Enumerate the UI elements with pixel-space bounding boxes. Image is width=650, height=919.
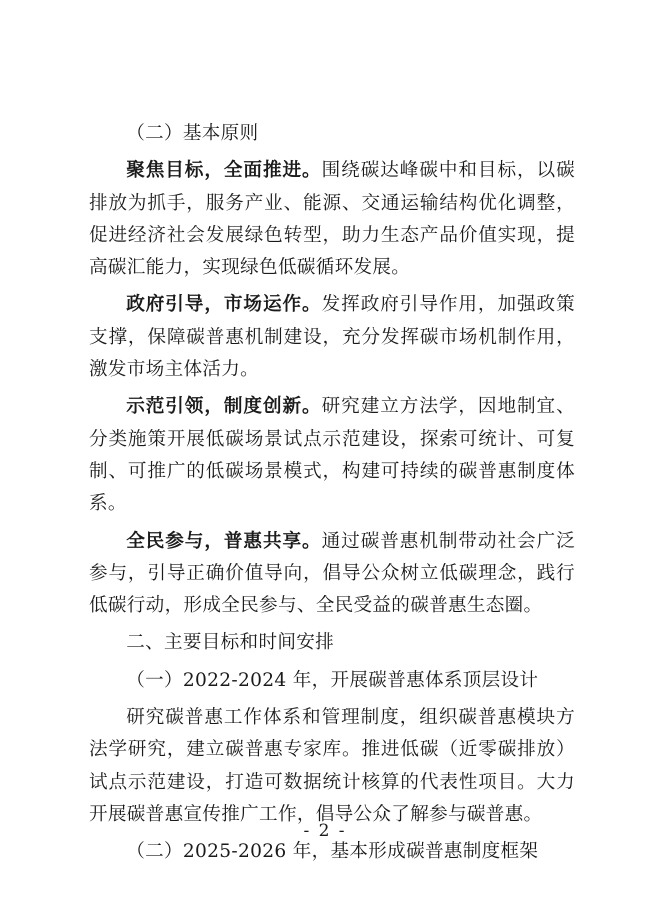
principle-text-1: 围绕碳达峰碳中和目标，以碳排放为抓手，服务产业、能源、交通运输结构优化调整，促进经济社会发展绿色转型，助力生态产品价值实现，提高碳汇能力，实现绿色低碳循环发展。 — [89, 160, 575, 279]
subsection-heading-2025-2026: （二）2025-2026 年，基本形成碳普惠制度框架 — [126, 841, 539, 863]
subsection-paragraph-2022-2024: 研究碳普惠工作体系和管理制度，组织碳普惠模块方法学研究，建立碳普惠专家库。推进低碳（近零碳排放）试点示范建设，打造可数据统计核算的代表性项目。大力开展碳普惠宣传推广工作，倡导公众了解参与碳普惠。 — [89, 707, 575, 825]
principle-lead-3: 示范引领，制度创新。 — [126, 396, 322, 418]
page-number: - 2 - — [303, 821, 347, 841]
principle-lead-1: 聚焦目标，全面推进。 — [126, 160, 322, 182]
subsection-heading-2022-2024: （一）2022-2024 年，开展碳普惠体系顶层设计 — [126, 669, 539, 691]
section-heading-targets: 二、主要目标和时间安排 — [126, 632, 335, 654]
principle-text-2: 发挥政府引导作用，加强政策支撑，保障碳普惠机制建设，充分发挥碳市场机制作用，激发市场主体活力。 — [89, 294, 575, 381]
principle-lead-2: 政府引导，市场运作。 — [126, 294, 322, 316]
principle-paragraph-3 — [89, 391, 575, 520]
principle-paragraph-1 — [89, 155, 575, 284]
principle-paragraph-4 — [89, 526, 575, 623]
principle-text-3: 研究建立方法学，因地制宜、分类施策开展低碳场景试点示范建设，探索可统计、可复制、可推广的低碳场景模式，构建可持续的碳普惠制度体系。 — [89, 396, 575, 515]
document-body — [89, 118, 575, 869]
principle-paragraph-2 — [89, 289, 575, 386]
principle-lead-4: 全民参与，普惠共享。 — [126, 530, 322, 552]
principle-text-4: 通过碳普惠机制带动社会广泛参与，引导正确价值导向，倡导公众树立低碳理念，践行低碳行动，形成全民参与、全民受益的碳普惠生态圈。 — [89, 530, 575, 617]
section-heading-basic-principles: （二）基本原则 — [126, 123, 259, 144]
